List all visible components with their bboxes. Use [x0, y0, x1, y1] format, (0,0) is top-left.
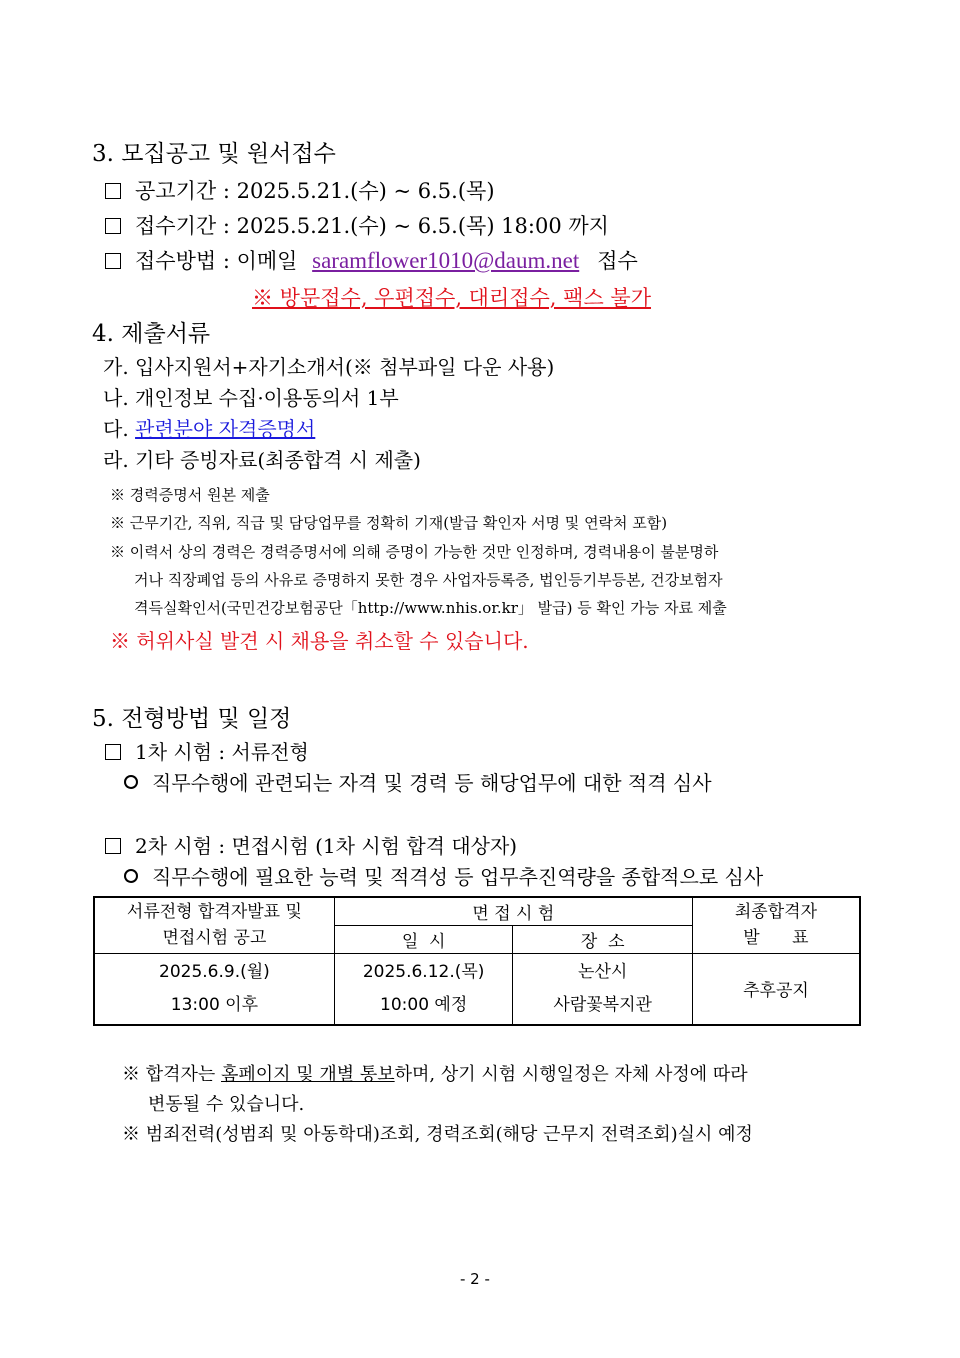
receipt-period-row: 접수기간 : 2025.5.21.(수) ~ 6.5.(목) 18:00 까지 — [105, 210, 609, 240]
note-line: ※ 이력서 상의 경력은 경력증명서에 의해 증명이 가능한 것만 인정하며, 경력내용이 불분명하 — [110, 543, 719, 561]
cell-interview-place: 논산시 사람꽃복지관 — [513, 953, 692, 1025]
header-date: 일 시 — [334, 925, 513, 953]
header-interview: 면 접 시 험 — [334, 897, 692, 925]
note-line: 거나 직장폐업 등의 사유로 증명하지 못한 경우 사업자등록증, 법인등기부등본, 건강보험자 — [134, 571, 723, 589]
cell-announcement: 2025.6.9.(월) 13:00 이후 — [94, 953, 334, 1025]
receipt-period-value: 2025.5.21.(수) ~ 6.5.(목) 18:00 까지 — [236, 214, 609, 238]
stage2-title-row: 2차 시험 : 면접시험 (1차 시험 합격 대상자) — [105, 830, 517, 859]
receipt-method-row: 접수방법 : 이메일 saramflower1010@daum.net 접수 — [105, 245, 638, 275]
receipt-method-prefix: 이메일 — [236, 249, 298, 273]
checkbox-square-icon — [105, 744, 121, 760]
false-info-warning: ※ 허위사실 발견 시 채용을 취소할 수 있습니다. — [110, 629, 529, 653]
page-number: - 2 - — [460, 1270, 490, 1288]
cell-interview-date: 2025.6.12.(목) 10:00 예정 — [334, 953, 513, 1025]
cell-final-announcement: 추후공지 — [692, 953, 860, 1025]
notice-period-value: 2025.5.21.(수) ~ 6.5.(목) — [236, 179, 495, 203]
document-item: 가. 입사지원서+자기소개서(※ 첨부파일 다운 사용) — [103, 355, 555, 379]
header-final-announcement: 최종합격자 발 표 — [692, 897, 860, 953]
stage1-title-row: 1차 시험 : 서류전형 — [105, 736, 309, 765]
document-item: 라. 기타 증빙자료(최종합격 시 제출) — [103, 448, 421, 472]
circle-bullet-icon — [124, 869, 138, 883]
stage2-desc-row: 직무수행에 필요한 능력 및 적격성 등 업무추진역량을 종합적으로 심사 — [124, 861, 763, 890]
notice-period-label: 공고기간 — [135, 179, 217, 203]
note-line: ※ 근무기간, 직위, 직급 및 담당업무를 정확히 기재(발급 확인자 서명 및 연락처 포함) — [110, 514, 668, 532]
receipt-method-label: 접수방법 — [135, 249, 217, 273]
footnote-1-emphasis: 홈페이지 및 개별 통보 — [221, 1064, 395, 1085]
notice-period-row: 공고기간 : 2025.5.21.(수) ~ 6.5.(목) — [105, 175, 495, 205]
document-item: 다. 관련분야 자격증명서 — [103, 417, 316, 441]
checkbox-square-icon — [105, 183, 121, 199]
document-item: 나. 개인정보 수집·이용동의서 1부 — [103, 386, 399, 410]
checkbox-square-icon — [105, 253, 121, 269]
footnote-2: ※ 범죄전력(성범죄 및 아동학대)조회, 경력조회(해당 근무지 전력조회)실시 예정 — [122, 1124, 753, 1145]
section3-title: 3. 모집공고 및 원서접수 — [92, 141, 336, 167]
schedule-table — [93, 896, 861, 1026]
receipt-method-suffix: 접수 — [597, 249, 638, 273]
note-line: 격득실확인서(국민건강보험공단「http://www.nhis.or.kr」 발급) 등 확인 가능 자료 제출 — [134, 599, 727, 617]
section4-title: 4. 제출서류 — [92, 321, 211, 347]
note-line: ※ 경력증명서 원본 제출 — [110, 486, 270, 504]
header-announcement: 서류전형 합격자발표 및 면접시험 공고 — [94, 897, 334, 953]
checkbox-square-icon — [105, 838, 121, 854]
email-link[interactable]: saramflower1010@daum.net — [312, 248, 580, 273]
circle-bullet-icon — [124, 775, 138, 789]
receipt-restriction-notice: ※ 방문접수, 우편접수, 대리접수, 팩스 불가 — [252, 286, 651, 310]
stage1-desc-row: 직무수행에 관련되는 자격 및 경력 등 해당업무에 대한 적격 심사 — [124, 767, 712, 796]
receipt-period-label: 접수기간 — [135, 214, 217, 238]
certificate-link[interactable]: 관련분야 자격증명서 — [135, 417, 316, 441]
footnote-1: ※ 합격자는 홈페이지 및 개별 통보하며, 상기 시험 시행일정은 자체 사정에 따라 — [122, 1064, 748, 1085]
footnote-1-line2: 변동될 수 있습니다. — [148, 1094, 305, 1115]
section5-title: 5. 전형방법 및 일정 — [92, 706, 292, 732]
checkbox-square-icon — [105, 218, 121, 234]
header-place: 장 소 — [513, 925, 692, 953]
